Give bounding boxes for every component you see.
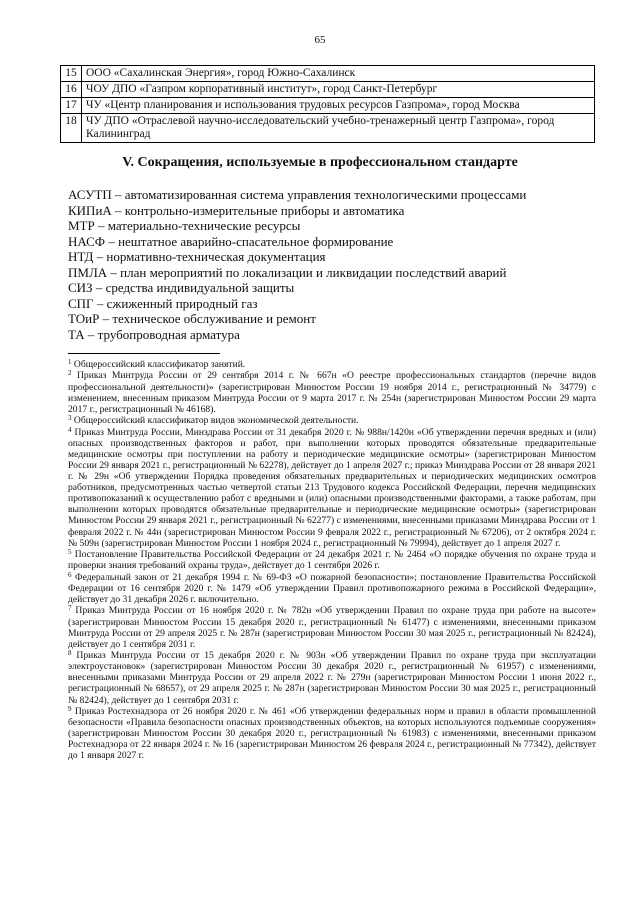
footnote-text: Общероссийский классификатор занятий. [73, 359, 246, 370]
abbreviation-item: ТА – трубопроводная арматура [68, 326, 240, 342]
footnote-number: 1 [68, 358, 72, 366]
footnote-number: 2 [68, 369, 72, 378]
footnote-number: 9 [68, 705, 72, 714]
footnote [68, 427, 596, 549]
row-number: 17 [61, 98, 82, 114]
footnote-number: 5 [68, 548, 72, 557]
abbreviation-item: НАСФ – нештатное аварийно-спасательное формирование [68, 233, 394, 249]
table-row [61, 82, 595, 98]
footnote-separator [68, 353, 220, 354]
row-number: 18 [61, 114, 82, 143]
footnote-number: 3 [68, 414, 72, 423]
page-number: 65 [314, 34, 326, 46]
footnote [68, 650, 596, 705]
section-title: V. Сокращения, используемые в профессиональном стандарте [122, 155, 518, 170]
abbreviation-item: ПМЛА – план мероприятий по локализации и ликвидации последствий аварий [68, 264, 507, 280]
footnote [68, 706, 596, 761]
footnote-text: Федеральный закон от 21 декабря 1994 г. № 69-ФЗ «О пожарной безопасности»; постановление Правительства Российской Федерации от 16 сентября 2020 г. № 1479 «Об утверждении Правил противопожарного режима в Российской Федерации», действует до 31 декабря 2026 г. включительно. [68, 571, 596, 605]
table-row [61, 66, 595, 82]
footnote-number: 4 [68, 425, 72, 434]
footnote [68, 415, 596, 426]
footnote-text: Приказ Ростехнадзора от 26 ноября 2020 г. № 461 «Об утверждении федеральных норм и правил в области промышленной безопасности «Правила безопасности опасных производственных объектов, на которых используются подъемные сооружения» (зарегистрирован Минюстом России 30 декабря 2020 г., регистрационный № 61983) с изменениями, внесенными приказом Ростехнадзора от 22 января 2024 г. № 16 (зарегистрирован Минюстом 26 февраля 2024 г., регистрационный № 77342), действует до 1 января 2027 г. [68, 706, 596, 762]
footnote [68, 370, 596, 414]
footnote-text: Постановление Правительства Российской Федерации от 24 декабря 2021 г. № 2464 «О порядке обучения по охране труда и проверки знания требований охраны труда», действует до 1 сентября 2026 г. [68, 549, 596, 572]
footnote-number: 7 [68, 604, 72, 613]
abbreviation-item: НТД – нормативно-техническая документация [68, 249, 326, 264]
row-number: 16 [61, 82, 82, 98]
organization-name: ЧОУ ДПО «Газпром корпоративный институт», город Санкт-Петербург [82, 82, 595, 98]
row-number: 15 [61, 66, 82, 82]
footnotes [68, 359, 596, 762]
abbreviation-item: СПГ – сжиженный природный газ [68, 295, 258, 311]
organization-name: ЧУ «Центр планирования и использования трудовых ресурсов Газпрома», город Москва [82, 98, 595, 114]
footnote [68, 359, 596, 370]
abbreviation-item: МТР – материально-технические ресурсы [68, 218, 301, 233]
footnote-text: Общероссийский классификатор видов экономической деятельности. [73, 415, 359, 427]
footnote [68, 549, 596, 571]
footnote [68, 605, 596, 649]
footnote-text: Приказ Минтруда России, Минздрава России от 31 декабря 2020 г. № 988н/1420н «Об утверждении перечня вредных и (или) опасных производственных факторов и работ, при выполнении которых проводятся обязательные предварительные медицинские осмотры при поступлении на работу и периодические медицинские осмотры» (зарегистрирован Минюстом России 29 января 2021 г., регистрационный № 62278), действует до 1 апреля 2027 г.; приказ Минздрава России от 28 января 2021 г. № 29н «Об утверждении Порядка проведения обязательных предварительных и периодических медицинских осмотров работников, предусмотренных частью четвертой статьи 213 Трудового кодекса Российской Федерации, перечня медицинских противопоказаний к осуществлению работ с вредными и (или) опасными производственными факторами, а также работам, при выполнении которых проводятся обязательные предварительные и периодические медицинские осмотры» (зарегистрирован Минюстом России 29 января 2021 г., регистрационный № 62277) с изменениями, внесенными приказами Минздрава России от 1 февраля 2022 г. № 44н (зарегистрирован Минюстом России 9 февраля 2022 г., регистрационный № 67206), от 2 октября 2024 г. № 509н (зарегистрирован Минюстом России 1 ноября 2024 г., регистрационный № 79994), действует до 1 апреля 2027 г. [68, 426, 596, 549]
footnote-number: 8 [68, 649, 72, 658]
abbreviation-item: ТОиР – техническое обслуживание и ремонт [68, 311, 316, 326]
abbreviation-item: СИЗ – средства индивидуальной защиты [68, 280, 295, 295]
footnote-number: 6 [68, 570, 72, 579]
footnote-text: Приказ Минтруда России от 29 сентября 2014 г. № 667н «О реестре профессиональных стандартов (перечне видов профессиональной деятельности)» (зарегистрирован Минюстом России 19 ноября 2014 г., регистрационный № 34779) с изменением, внесенным приказом Минтруда России от 9 марта 2017 г. № 254н (зарегистрирован Минюстом России 29 марта 2017 г., регистрационный № 46168). [68, 370, 596, 415]
table-row [61, 98, 595, 114]
table-row [61, 114, 595, 143]
organizations-table [60, 65, 595, 143]
abbreviations-list [68, 187, 588, 342]
footnote-text: Приказ Минтруда России от 16 ноября 2020 г. № 782н «Об утверждении Правил по охране труда при работе на высоте» (зарегистрирован Минюстом России 15 декабря 2020 г., регистрационный № 61477) с изменениями, внесенными приказом Минтруда России от 29 апреля 2025 г. № 287н (зарегистрирован Минюстом России 30 мая 2025 г., регистрационный № 82424), действует до 1 сентября 2031 г. [68, 605, 596, 650]
abbreviation-item: КИПиА – контрольно-измерительные приборы и автоматика [68, 202, 405, 218]
organization-name: ЧУ ДПО «Отраслевой научно-исследовательский учебно-тренажерный центр Газпрома», город Калининград [82, 114, 595, 143]
footnote [68, 572, 596, 605]
footnote-text: Приказ Минтруда России от 15 декабря 2020 г. № 903н «Об утверждении Правил по охране труда при эксплуатации электроустановок» (зарегистрирован Минюстом России 30 декабря 2020 г., регистрационный № 61957) с изменениями, внесенными приказами Минтруда России от 29 апреля 2022 г. № 279н (зарегистрирован Минюстом России 1 июня 2022 г., регистрационный № 68657), от 29 апреля 2025 г. № 287н (зарегистрирован Минюстом России 30 мая 2025 г., регистрационный № 82424), действует до 1 сентября 2031 г. [68, 650, 597, 706]
abbreviation-item: АСУТП – автоматизированная система управления технологическими процессами [68, 187, 527, 202]
organization-name: ООО «Сахалинская Энергия», город Южно-Сахалинск [82, 66, 595, 82]
